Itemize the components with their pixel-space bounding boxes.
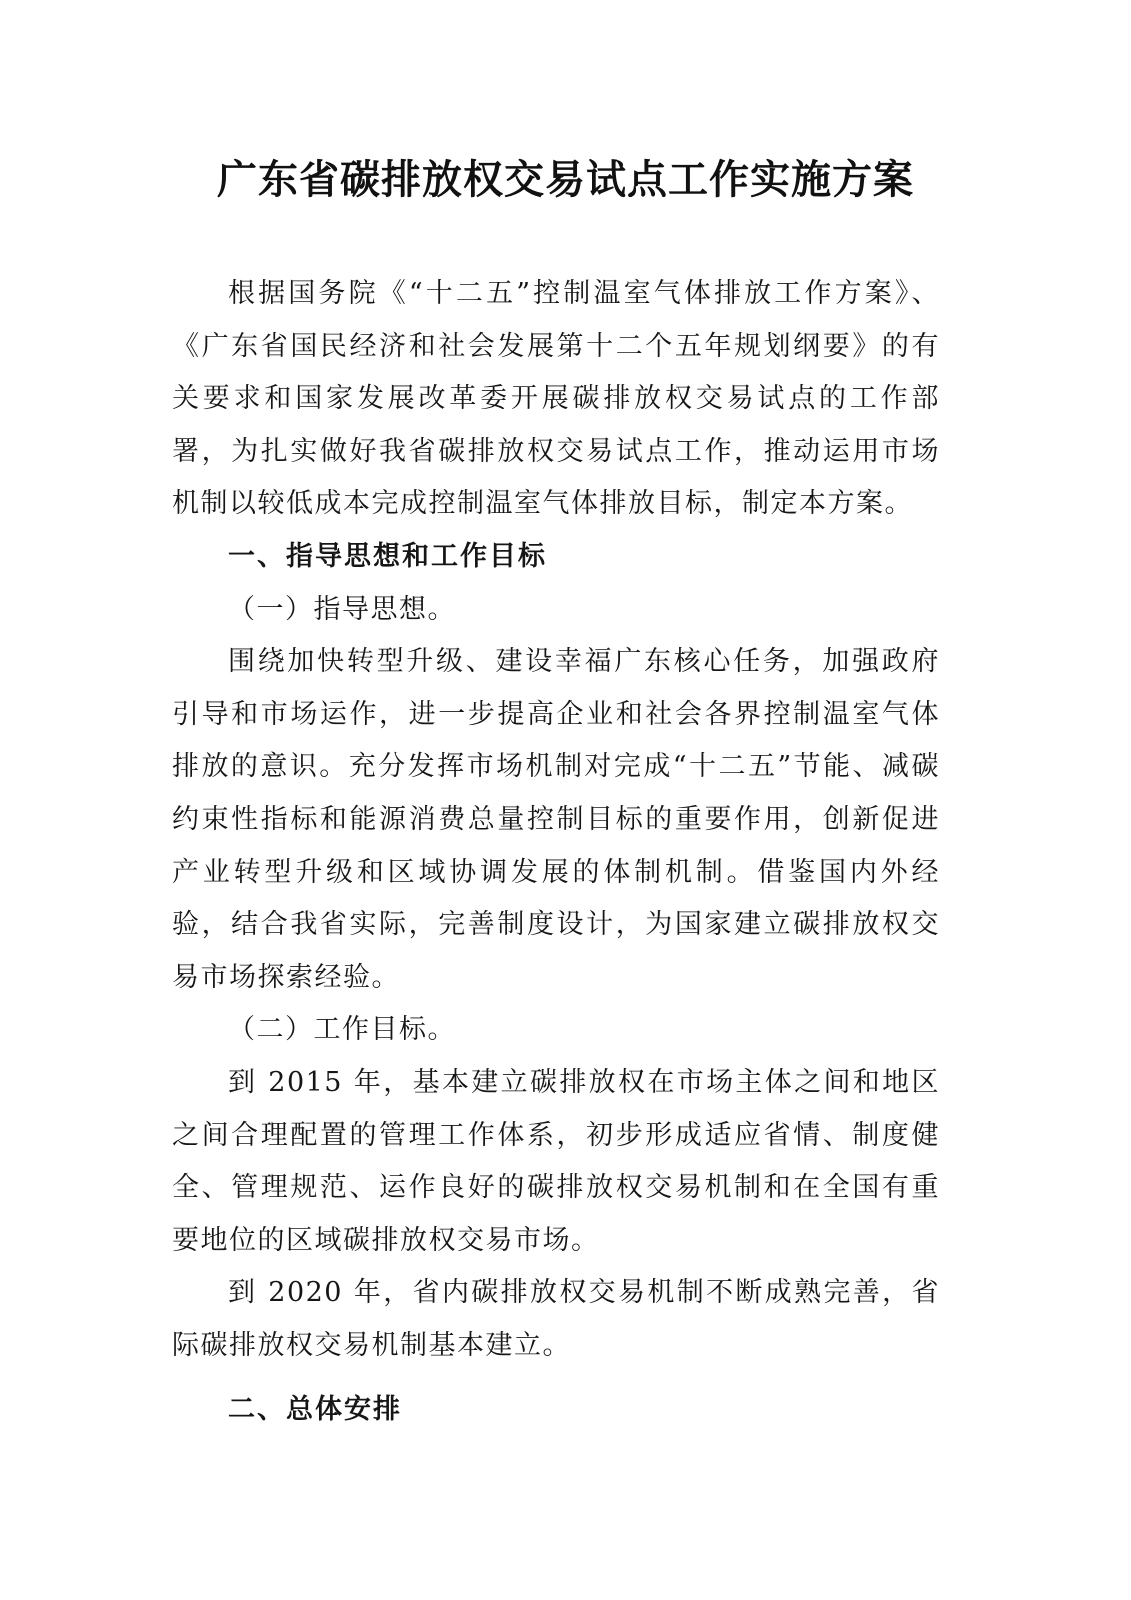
intro-paragraph: 根据国务院《“十二五”控制温室气体排放工作方案》、《广东省国民经济和社会发展第十二个五年规划纲要》的有关要求和国家发展改革委开展碳排放权交易试点的工作部署，为扎实做好我省碳排放权交易试点工作，推动运用市场机制以较低成本完成控制温室气体排放目标，制定本方案。 bbox=[172, 278, 940, 520]
document-title: 广东省碳排放权交易试点工作实施方案 bbox=[217, 156, 914, 203]
guiding-ideology-paragraph: 围绕加快转型升级、建设幸福广东核心任务，加强政府引导和市场运作，进一步提高企业和社会各界控制温室气体排放的意识。充分发挥市场机制对完成“十二五”节能、减碳约束性指标和能源消费总量控制目标的重要作用，创新促进产业转型升级和区域协调发展的体制机制。借鉴国内外经验，结合我省实际，完善制度设计，为国家建立碳排放权交易市场探索经验。 bbox=[172, 646, 940, 993]
subsection-heading-work-goals: （二）工作目标。 bbox=[228, 1014, 456, 1046]
document-body bbox=[172, 268, 940, 1437]
section-heading-overall-arrangement: 二、总体安排 bbox=[228, 1394, 402, 1426]
section-heading-guiding-ideology-and-goals: 一、指导思想和工作目标 bbox=[228, 540, 547, 572]
subsection-heading-guiding-ideology: （一）指导思想。 bbox=[228, 593, 456, 625]
goal-2020-paragraph: 到 2020 年，省内碳排放权交易机制不断成熟完善，省际碳排放权交易机制基本建立。 bbox=[172, 1277, 940, 1361]
goal-2015-paragraph: 到 2015 年，基本建立碳排放权在市场主体之间和地区之间合理配置的管理工作体系，初步形成适应省情、制度健全、管理规范、运作良好的碳排放权交易机制和在全国有重要地位的区域碳排放权交易市场。 bbox=[172, 1066, 940, 1256]
